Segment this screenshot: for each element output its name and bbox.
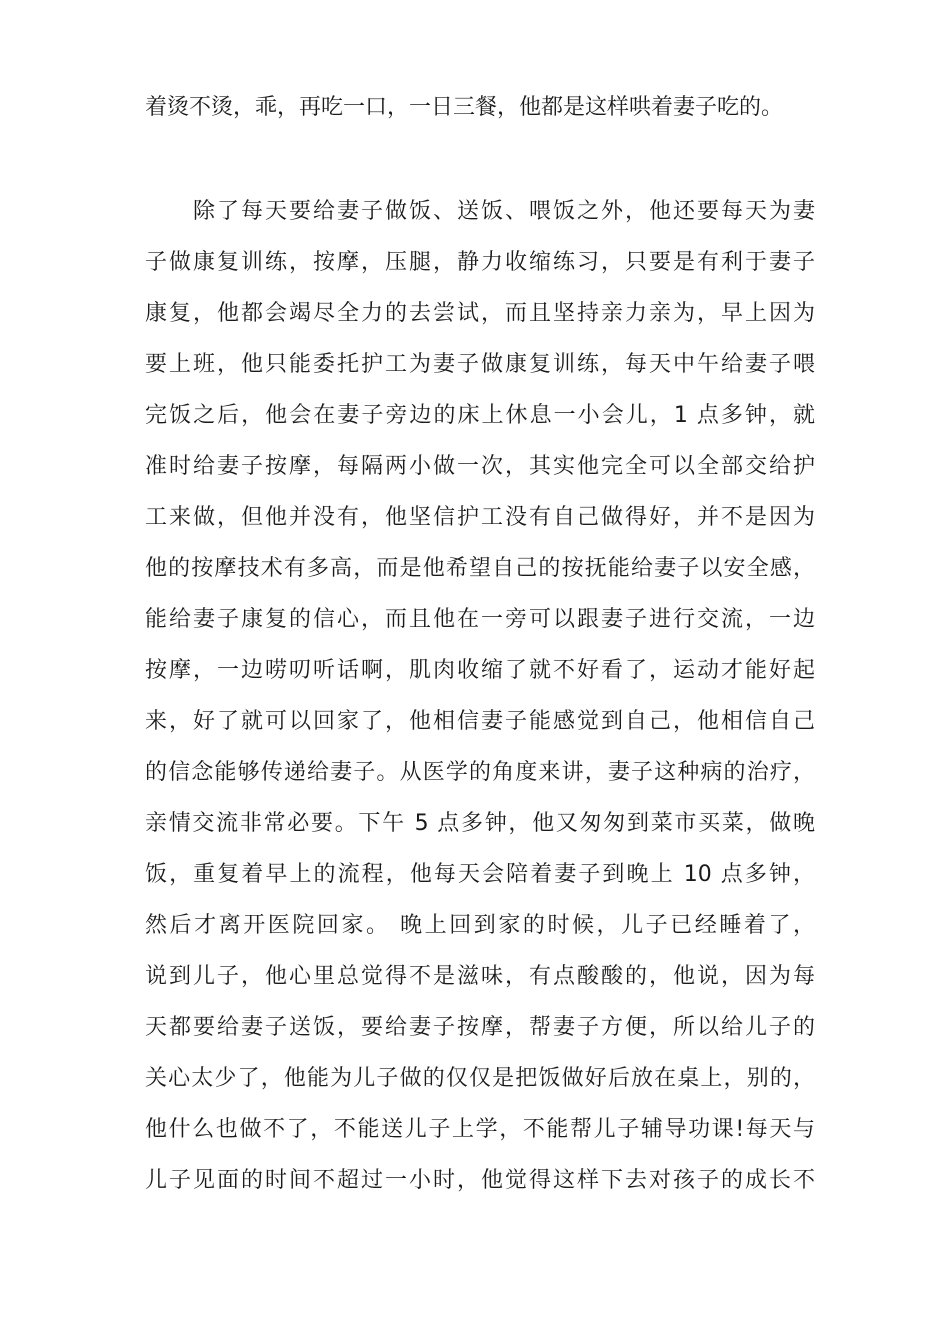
paragraph-line: 说到儿子，他心里总觉得不是滋味，有点酸酸的，他说，因为每 xyxy=(145,964,815,989)
paragraph-line: 要上班，他只能委托护工为妻子做康复训练，每天中午给妻子喂 xyxy=(145,352,815,377)
paragraph-line: 的信念能够传递给妻子。从医学的角度来讲，妻子这种病的治疗， xyxy=(145,760,815,785)
paragraph-line: 除了每天要给妻子做饭、送饭、喂饭之外，他还要每天为妻 xyxy=(193,199,815,224)
paragraph-line: 关心太少了，他能为儿子做的仅仅是把饭做好后放在桌上，别的， xyxy=(145,1066,815,1091)
paragraph-line: 他的按摩技术有多高，而是他希望自己的按抚能给妻子以安全感， xyxy=(145,556,815,581)
paragraph-line: 然后才离开医院回家。 晚上回到家的时候，儿子已经睡着了， xyxy=(145,913,815,938)
paragraph-line: 工来做，但他并没有，他坚信护工没有自己做得好，并不是因为 xyxy=(145,505,815,530)
paragraph-line: 子做康复训练，按摩，压腿，静力收缩练习，只要是有利于妻子 xyxy=(145,250,815,275)
paragraph-line: 康复，他都会竭尽全力的去尝试，而且坚持亲力亲为，早上因为 xyxy=(145,301,815,326)
paragraph-line: 完饭之后，他会在妻子旁边的床上休息一小会儿，1 点多钟，就 xyxy=(145,403,815,428)
paragraph-line: 来，好了就可以回家了，他相信妻子能感觉到自己，他相信自己 xyxy=(145,709,815,734)
paragraph-line: 儿子见面的时间不超过一小时，他觉得这样下去对孩子的成长不 xyxy=(145,1168,815,1193)
paragraph-line: 能给妻子康复的信心，而且他在一旁可以跟妻子进行交流，一边 xyxy=(145,607,815,632)
paragraph-line: 按摩，一边唠叨听话啊，肌肉收缩了就不好看了，运动才能好起 xyxy=(145,658,815,683)
paragraph-line: 天都要给妻子送饭，要给妻子按摩，帮妻子方便，所以给儿子的 xyxy=(145,1015,815,1040)
paragraph-line: 饭，重复着早上的流程，他每天会陪着妻子到晚上 10 点多钟， xyxy=(145,862,815,887)
paragraph-line: 他什么也做不了，不能送儿子上学，不能帮儿子辅导功课!每天与 xyxy=(145,1117,815,1142)
paragraph-line: 准时给妻子按摩，每隔两小做一次，其实他完全可以全部交给护 xyxy=(145,454,815,479)
paragraph-line: 着烫不烫，乖，再吃一口，一日三餐，他都是这样哄着妻子吃的。 xyxy=(145,95,784,120)
paragraph-line: 亲情交流非常必要。下午 5 点多钟，他又匆匆到菜市买菜，做晚 xyxy=(145,811,815,836)
